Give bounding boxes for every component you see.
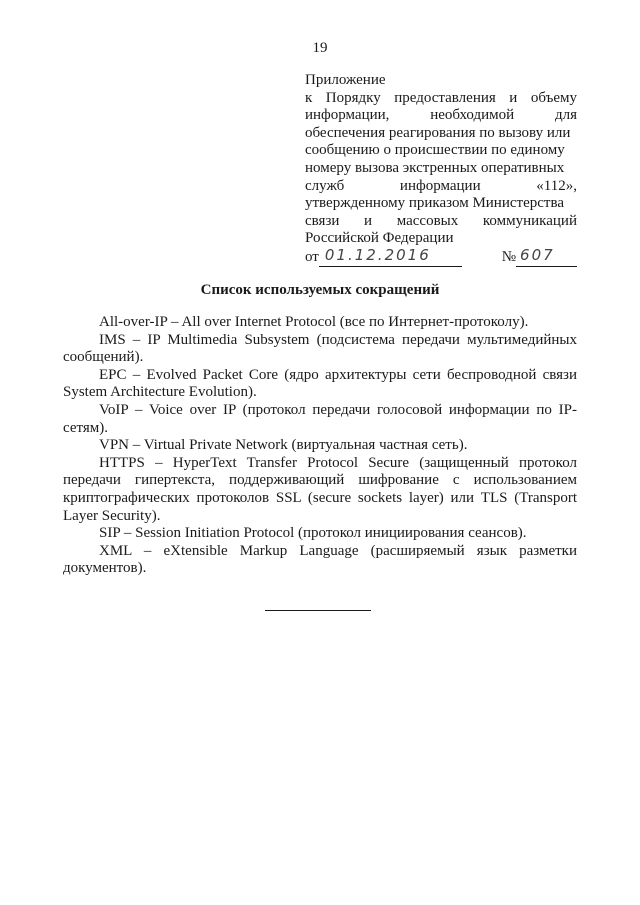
appendix-line (305, 213, 577, 231)
appendix-line: обеспечения реагирования по вызову или (305, 124, 571, 141)
order-date-number-line (305, 246, 577, 267)
number-prefix: № (501, 249, 517, 266)
appendix-word: для (554, 107, 577, 124)
abbreviation-item: IMS – IP Multimedia Subsystem (подсистема передачи мультимедийных сообщений). (63, 331, 577, 366)
appendix-word: объему (530, 89, 577, 106)
appendix-word: информации, (305, 107, 390, 124)
date-field (319, 246, 462, 267)
appendix-word: и (364, 212, 373, 229)
handwritten-number: 607 (520, 246, 555, 265)
appendix-line: утвержденному приказом Министерства (305, 195, 564, 212)
abbreviation-item: EPC – Evolved Packet Core (ядро архитектуры сети беспроводной связи System Architecture Evolution). (63, 366, 577, 401)
appendix-word: к (305, 89, 313, 106)
abbreviation-item: All-over-IP – All over Internet Protocol (все по Интернет-протоколу). (99, 314, 529, 330)
appendix-line: Российской Федерации (305, 230, 454, 247)
number-field (516, 246, 577, 267)
end-divider (265, 610, 371, 611)
abbreviation-list (63, 314, 577, 578)
section-title: Список используемых сокращений (200, 282, 440, 298)
appendix-word: связи (305, 212, 340, 229)
abbreviation-item: VPN – Virtual Private Network (виртуальная частная сеть). (99, 437, 468, 454)
appendix-label: Приложение (305, 72, 386, 88)
appendix-word: необходимой (430, 107, 515, 124)
page-number: 19 (312, 40, 328, 56)
appendix-word: Порядку (325, 89, 381, 106)
abbreviation-item: HTTPS – HyperText Transfer Protocol Secure (защищенный протокол передачи гипертекста, поддерживающий шифрование с использованием криптографических протоколов SSL (secure sockets layer) или TLS (Transport Layer Security). (63, 454, 577, 524)
appendix-word: и (509, 89, 518, 106)
appendix-line (305, 90, 577, 108)
appendix-line (305, 107, 577, 125)
appendix-word: служб (305, 177, 345, 194)
appendix-word: коммуникаций (482, 212, 577, 229)
appendix-word: предоставления (394, 89, 496, 106)
abbreviation-item: VoIP – Voice over IP (протокол передачи голосовой информации по IP-сетям). (63, 401, 577, 436)
appendix-line (305, 178, 577, 196)
appendix-word: «112», (536, 177, 577, 194)
date-prefix: от (305, 249, 319, 266)
abbreviation-item: XML – eXtensible Markup Language (расширяемый язык разметки документов). (63, 542, 577, 577)
abbreviation-item: SIP – Session Initiation Protocol (протокол инициирования сеансов). (99, 525, 527, 542)
appendix-word: массовых (396, 212, 459, 229)
appendix-line: сообщению о происшествии по единому (305, 142, 565, 159)
appendix-word: информации (399, 177, 481, 194)
handwritten-date: 01.12.2016 (324, 246, 431, 265)
appendix-header (305, 72, 577, 267)
appendix-line: номеру вызова экстренных оперативных (305, 159, 565, 176)
